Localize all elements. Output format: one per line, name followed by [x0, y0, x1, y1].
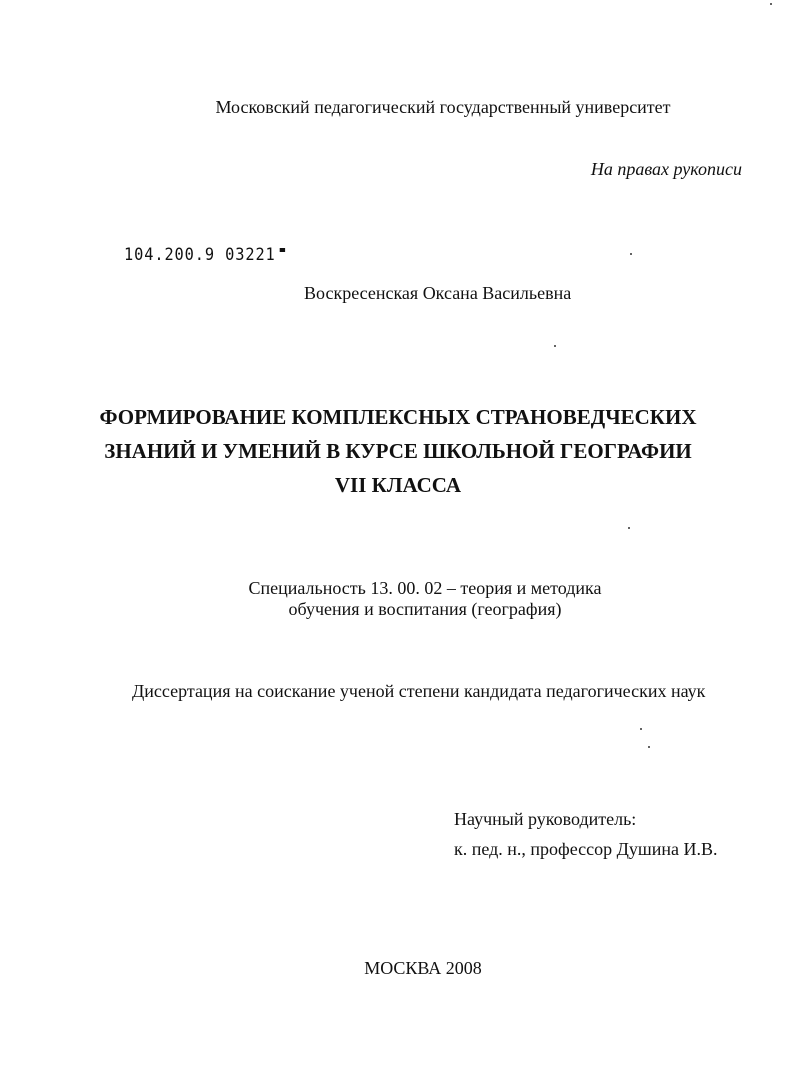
archive-mark-icon: [279, 248, 284, 252]
supervisor-block: [454, 804, 718, 864]
scan-speck: [648, 746, 650, 748]
scan-speck: [554, 345, 556, 347]
scan-speck: [770, 3, 772, 5]
city-year: МОСКВА 2008: [364, 958, 482, 978]
dissertation-title: [0, 400, 796, 502]
author-name: Воскресенская Оксана Васильевна: [304, 283, 572, 303]
title-line: ЗНАНИЙ И УМЕНИЙ В КУРСЕ ШКОЛЬНОЙ ГЕОГРАФИИ: [104, 439, 692, 463]
specialty-line: обучения и воспитания (география): [288, 599, 562, 619]
archive-number: [124, 244, 285, 266]
scan-speck: [630, 253, 632, 255]
rights-note: На правах рукописи: [590, 159, 742, 179]
archive-number-text: 104.200.9 03221: [124, 245, 276, 265]
specialty: [0, 578, 796, 620]
scan-speck: [628, 527, 630, 529]
university-text: Московский педагогический государственный университет: [215, 97, 671, 117]
specialty-line: Специальность 13. 00. 02 – теория и методика: [248, 578, 602, 598]
university-name: [0, 96, 796, 118]
title-line: ФОРМИРОВАНИЕ КОМПЛЕКСНЫХ СТРАНОВЕДЧЕСКИХ: [99, 405, 697, 429]
title-line: VII КЛАССА: [334, 473, 462, 497]
dissertation-note: Диссертация на соискание ученой степени кандидата педагогических наук: [132, 681, 706, 701]
scan-speck: [640, 728, 642, 730]
supervisor-name: к. пед. н., профессор Душина И.В.: [454, 839, 718, 859]
supervisor-label: Научный руководитель:: [454, 809, 637, 829]
